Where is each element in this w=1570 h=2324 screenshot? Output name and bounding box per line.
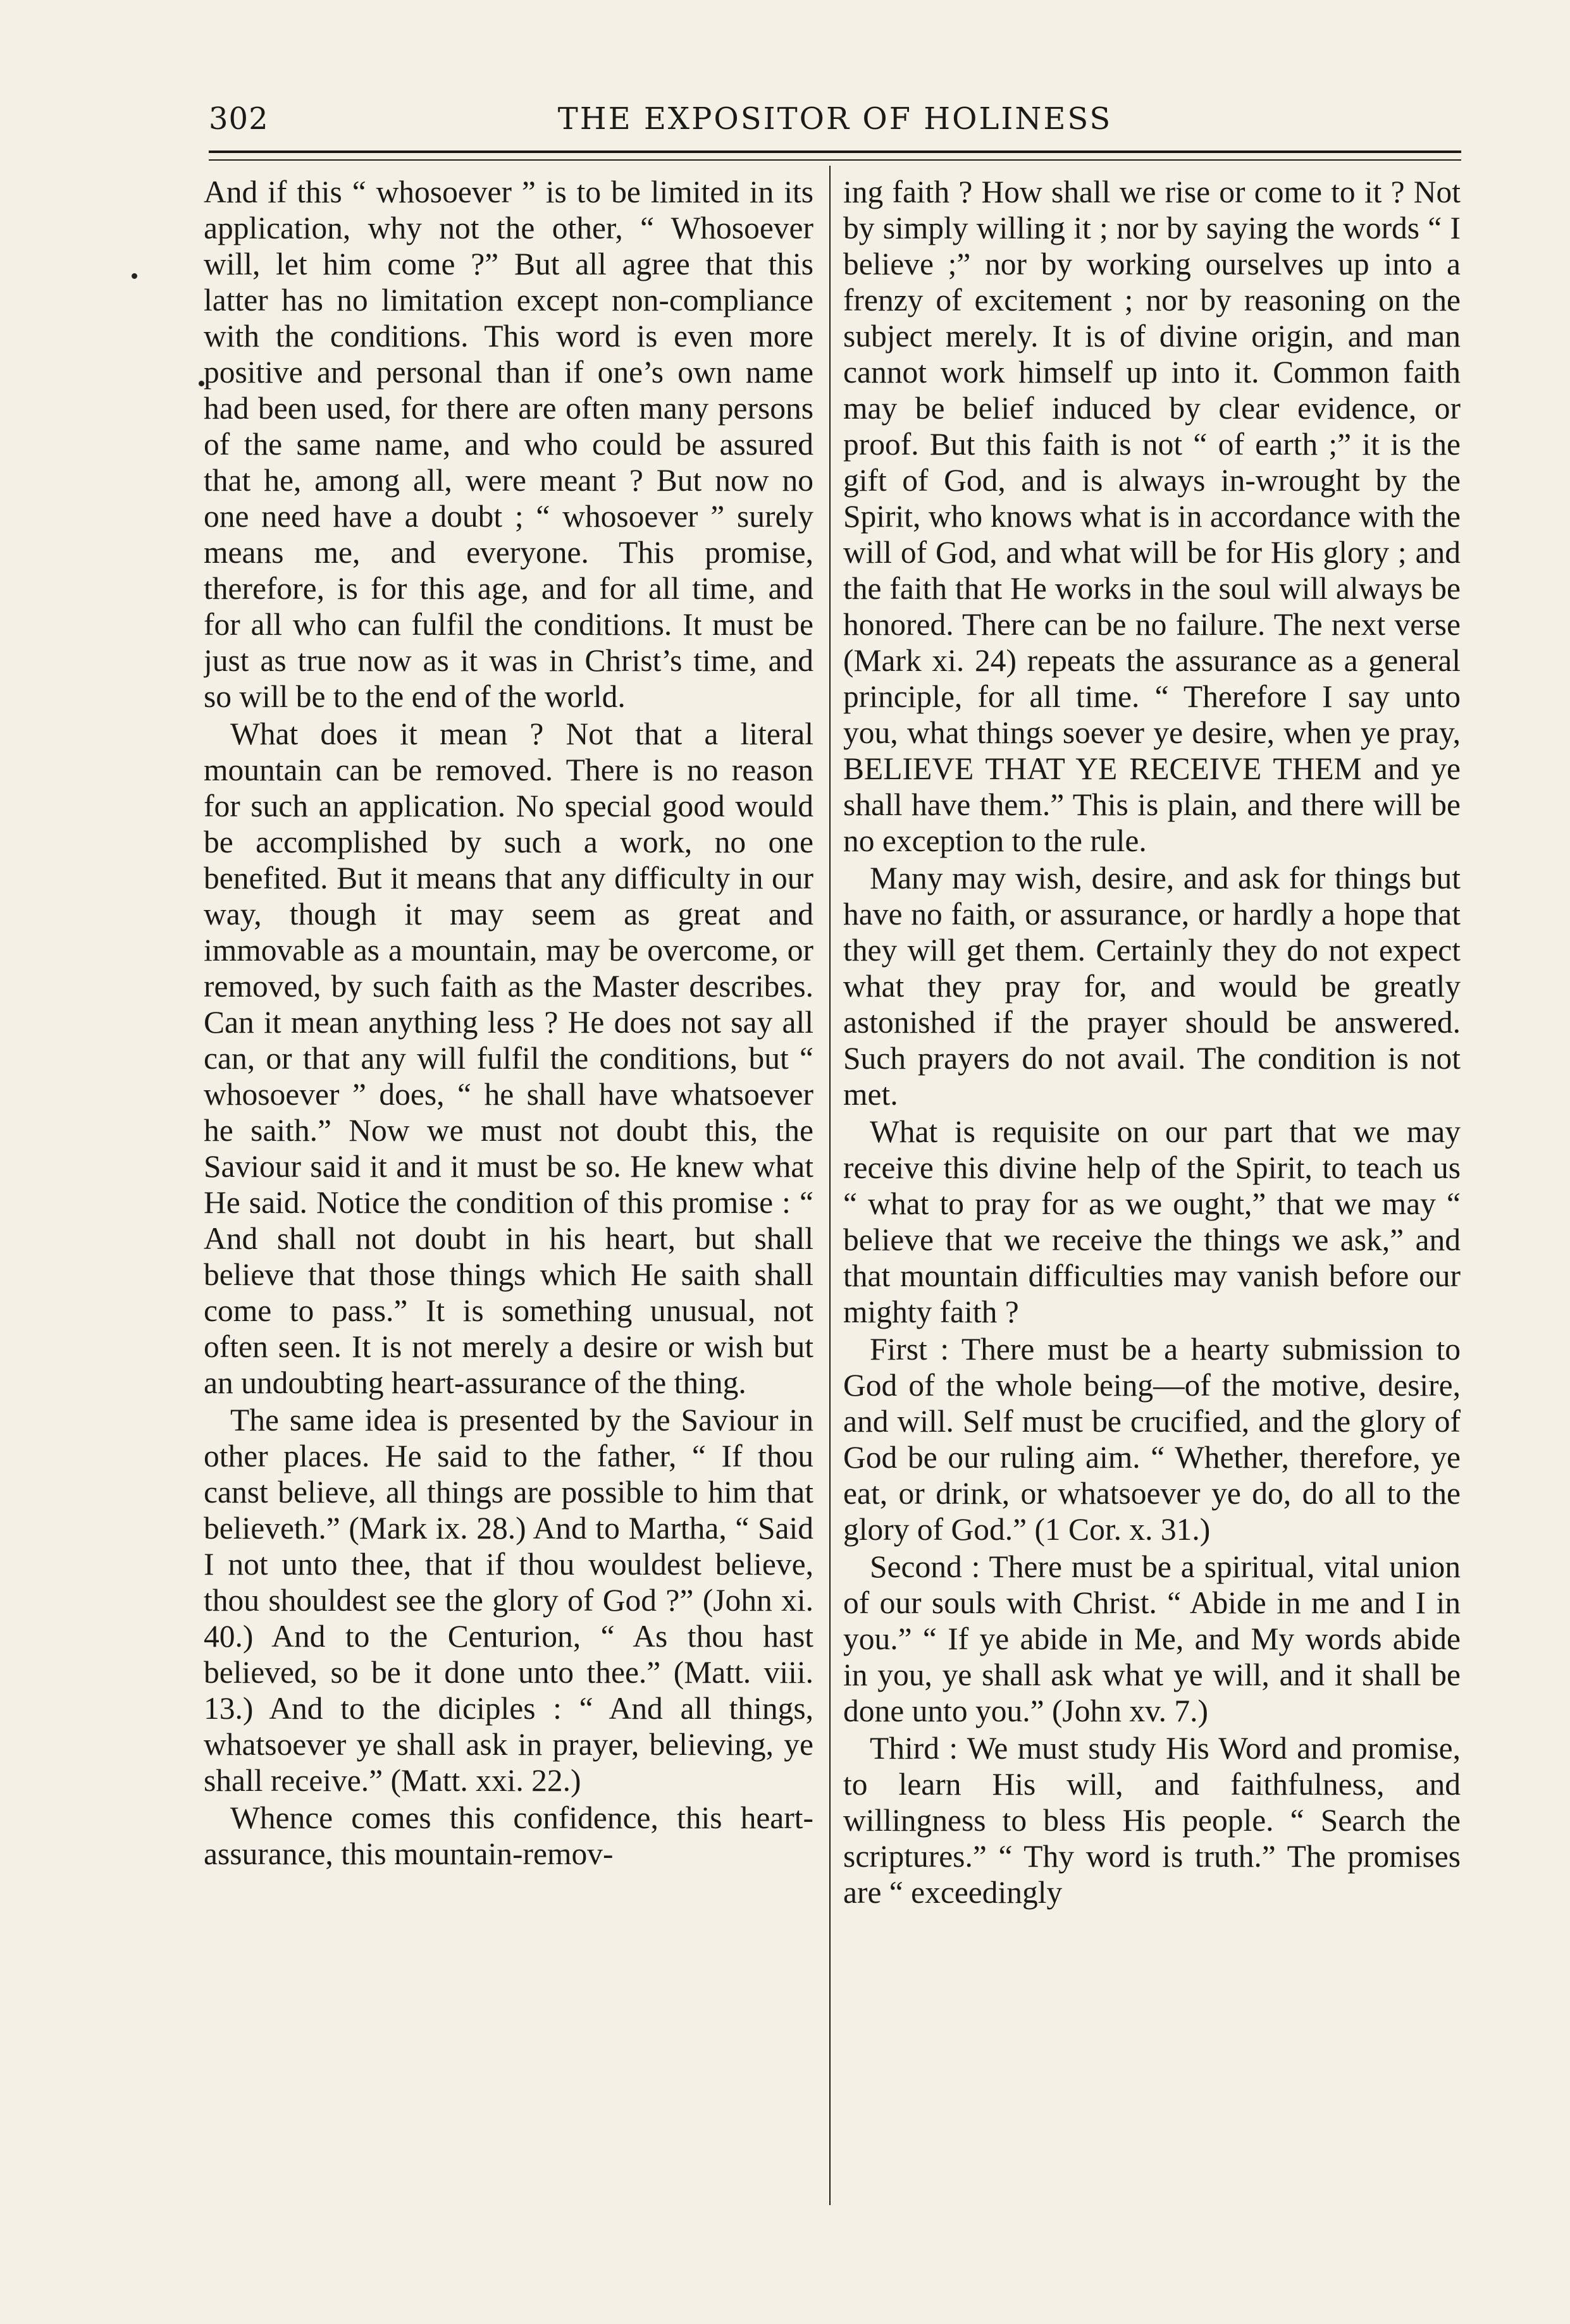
running-title: THE EXPOSITOR OF HOLINESS bbox=[557, 101, 1113, 137]
paragraph: What does it mean ? Not that a literal mountain can be removed. There is no reason for such an application. No special good would be accomplished by such a work, no one benefited. But it means that any difficulty in our way, though it may seem as great and immovable as a mountain, may be overcome, or removed, by such faith as the Master describes. Can it mean anything less ? He does not say all can, or that any will fulfil the conditions, but “ whosoever ” does, “ he shall have whatsoever he saith.” Now we must not doubt this, the Saviour said it and it must be so. He knew what He said. Notice the condition of this promise : “ And shall not doubt in his heart, but shall believe that those things which He saith shall come to pass.” It is something unusual, not often seen. It is not merely a desire or wish but an undoubting heart-assurance of the thing. bbox=[204, 716, 813, 1400]
paragraph: First : There must be a hearty submission to God of the whole being—of the motive, desire, and will. Self must be crucified, and the glory of God be our ruling aim. “ Whether, therefore, ye eat, or drink, or whatsoever ye do, do all to the glory of God.” (1 Cor. x. 31.) bbox=[843, 1332, 1461, 1547]
margin-mark bbox=[132, 273, 137, 279]
paragraph: Whence comes this confidence, this heart-assurance, this mountain-remov- bbox=[204, 1800, 813, 1871]
column-divider bbox=[829, 166, 831, 2205]
left-column bbox=[204, 174, 813, 2207]
page-number: 302 bbox=[209, 101, 269, 137]
page-header bbox=[209, 95, 1461, 145]
paragraph: Second : There must be a spiritual, vital union of our souls with Christ. “ Abide in me and I in you.” “ If ye abide in Me, and My words abide in you, ye shall ask what ye will, and it shall be done unto you.” (John xv. 7.) bbox=[843, 1549, 1461, 1728]
paragraph: Third : We must study His Word and promise, to learn His will, and faithfulness, and willingness to bless His people. “ Search the scriptures.” “ Thy word is truth.” The promises are “ exceedingly bbox=[843, 1731, 1461, 1910]
header-rule-thin bbox=[209, 159, 1461, 161]
paragraph: Many may wish, desire, and ask for things but have no faith, or assurance, or hardly a hope that they will get them. Certainly they do not expect what they pray for, and would be greatly astonished if the prayer should be answered. Such prayers do not avail. The condition is not met. bbox=[843, 861, 1461, 1112]
paragraph: The same idea is presented by the Saviour in other places. He said to the father, “ If thou canst believe, all things are possible to him that believeth.” (Mark ix. 28.) And to Martha, “ Said I not unto thee, that if thou wouldest believe, thou shouldest see the glory of God ?” (John xi. 40.) And to the Centurion, “ As thou hast believed, so be it done unto thee.” (Matt. viii. 13.) And to the diciples : “ And all things, whatsoever ye shall ask in prayer, believing, ye shall receive.” (Matt. xxi. 22.) bbox=[204, 1403, 813, 1798]
paragraph: And if this “ whosoever ” is to be limited in its application, why not the other, “ Whosoever will, let him come ?” But all agree that this latter has no limitation except non-compliance with the conditions. This word is even more positive and personal than if one’s own name had been used, for there are often many persons of the same name, and who could be assured that he, among all, were meant ? But now no one need have a doubt ; “ whosoever ” surely means me, and everyone. This promise, therefore, is for this age, and for all time, and for all who can fulfil the conditions. It must be just as true now as it was in Christ’s time, and so will be to the end of the world. bbox=[204, 175, 813, 714]
paragraph: ing faith ? How shall we rise or come to it ? Not by simply willing it ; nor by saying the words “ I believe ;” nor by working ourselves up into a frenzy of excitement ; nor by reasoning on the subject merely. It is of divine origin, and man cannot work himself up into it. Common faith may be belief induced by clear evidence, or proof. But this faith is not “ of earth ;” it is the gift of God, and is always in-wrought by the Spirit, who knows what is in accordance with the will of God, and what will be for His glory ; and the faith that He works in the soul will always be honored. There can be no failure. The next verse (Mark xi. 24) repeats the assurance as a general principle, for all time. “ Therefore I say unto you, what things soever ye desire, when ye pray, BELIEVE THAT YE RECEIVE THEM and ye shall have them.” This is plain, and there will be no exception to the rule. bbox=[843, 175, 1461, 858]
header-rule-thick bbox=[209, 151, 1461, 153]
paragraph: What is requisite on our part that we may receive this divine help of the Spirit, to teach us “ what to pray for as we ought,” that we may “ believe that we receive the things we ask,” and that mountain difficulties may vanish before our mighty faith ? bbox=[843, 1114, 1461, 1329]
right-column bbox=[843, 174, 1461, 2207]
